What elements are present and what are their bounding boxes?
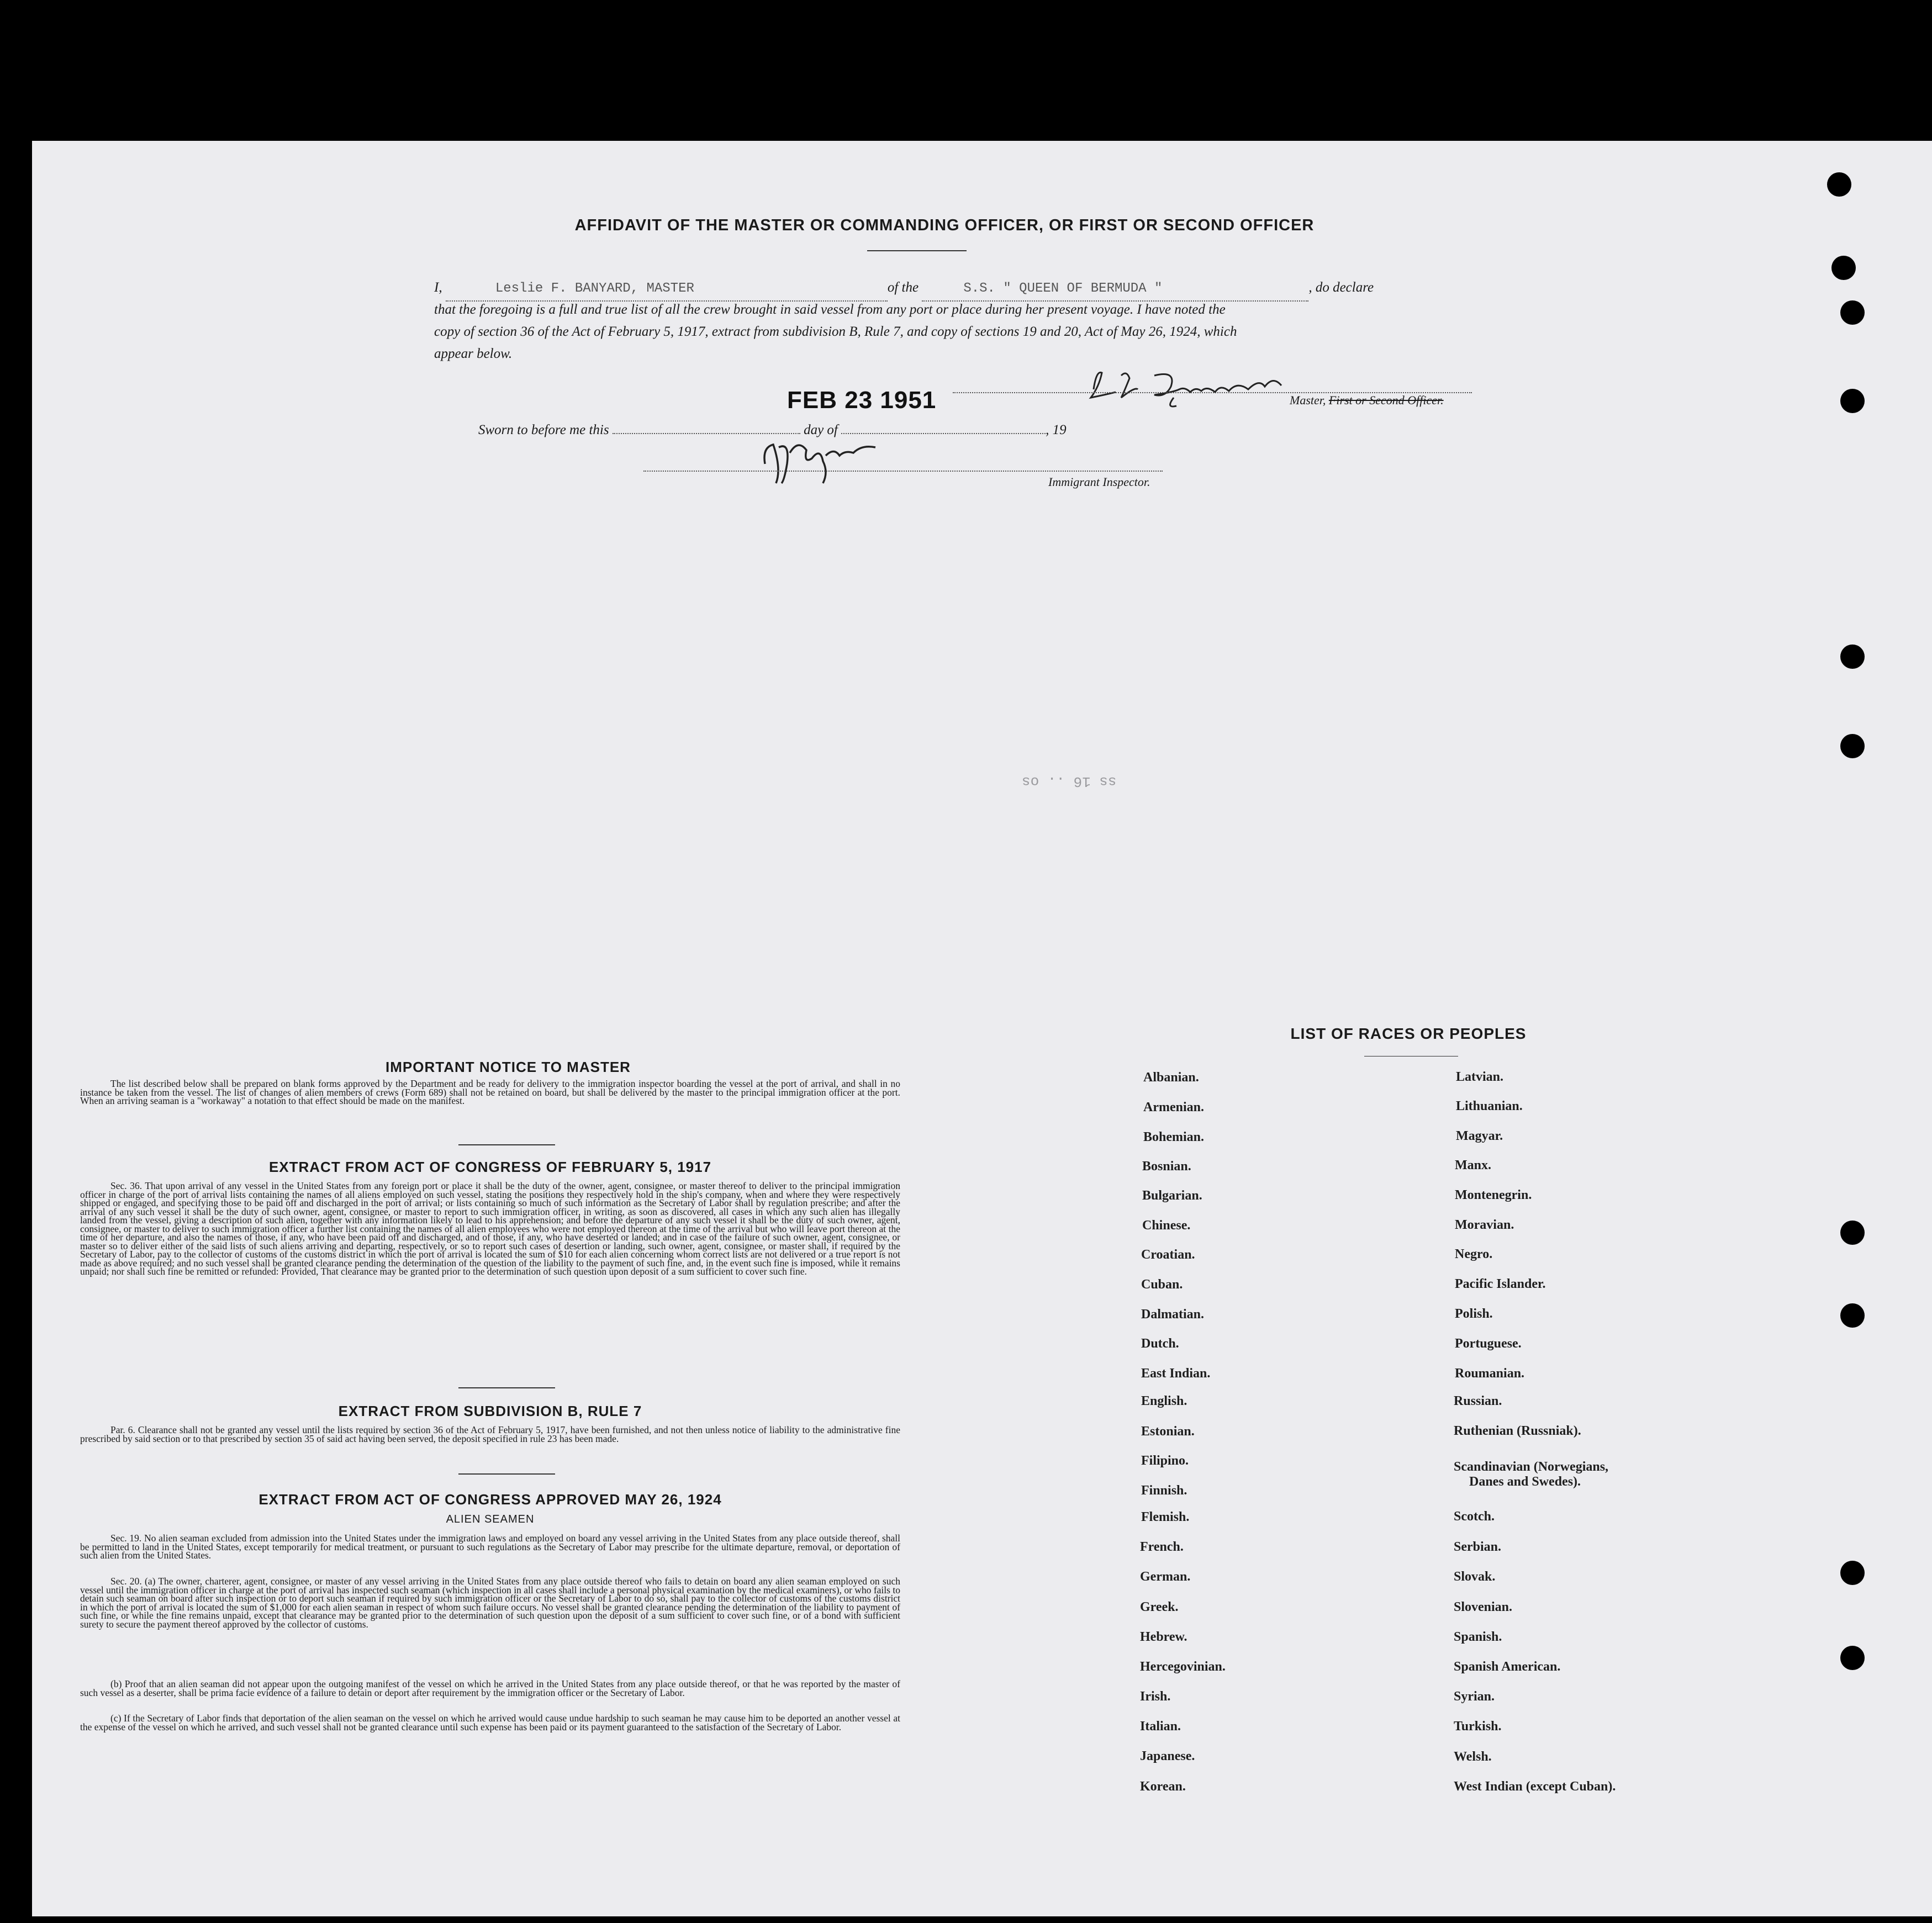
extract-1924-sec20c: (c) If the Secretary of Labor finds that deportation of the alien seaman on the vessel on which he arrived would cause undue hardship to such seaman he may cause him to be deported an another vessel at the expense of the vessel on which he arrived, and such vessel shall not be granted clearance until such expense has been paid or its payment guaranteed to the satisfaction of the Secretary of Labor. <box>80 1713 900 1732</box>
binder-hole <box>1840 1646 1865 1670</box>
extract-1924-sec19: Sec. 19. No alien seaman excluded from admission into the United States under the immigration laws and employed on board any vessel arriving in the United States from any place outside thereof, shall be permitted to land in the United States, except temporarily for medical treatment, or pursuant to such regulations as the Secretary of Labor may prescribe for the ultimate departure, removal, or deportation of such alien from the United States. <box>80 1533 900 1561</box>
race-right-item: West Indian (except Cuban). <box>1454 1779 1616 1794</box>
race-right-item: Spanish. <box>1454 1630 1502 1644</box>
race-right-item: Polish. <box>1455 1307 1493 1321</box>
declaration-line-4: appear below. <box>434 346 513 361</box>
race-right-item: Negro. <box>1455 1247 1493 1261</box>
notice-title: IMPORTANT NOTICE TO MASTER <box>386 1059 631 1075</box>
inspector-signature-line <box>643 471 1163 472</box>
race-left-item: Italian. <box>1140 1719 1181 1734</box>
race-left-item: Hercegovinian. <box>1140 1660 1226 1674</box>
race-left-item: Cuban. <box>1141 1277 1183 1292</box>
binder-hole <box>1827 172 1851 197</box>
rule7-divider <box>458 1473 555 1475</box>
declaration-line-2: that the foregoing is a full and true list of all the crew brought in said vessel from any port or place during her present voyage. I have noted the <box>434 302 1226 317</box>
binder-hole <box>1840 389 1865 413</box>
signature-caption-master: Master, <box>1290 393 1329 407</box>
race-right-item: Roumanian. <box>1455 1366 1525 1381</box>
sworn-label: Sworn to before me this <box>478 422 609 437</box>
race-right-item: Syrian. <box>1454 1689 1495 1704</box>
race-left-item: Flemish. <box>1141 1510 1190 1524</box>
race-left-item: Korean. <box>1140 1779 1186 1794</box>
race-left-item: Dutch. <box>1141 1336 1179 1351</box>
race-right-item: Danes and Swedes). <box>1469 1475 1581 1489</box>
race-left-item: Bosnian. <box>1142 1159 1191 1174</box>
race-left-item: Irish. <box>1140 1689 1171 1704</box>
title-divider <box>867 250 967 251</box>
race-left-item: German. <box>1140 1570 1191 1584</box>
master-name: Leslie F. BANYARD, MASTER <box>495 281 694 296</box>
race-left-item: Albanian. <box>1143 1070 1199 1085</box>
race-left-item: Japanese. <box>1140 1749 1195 1763</box>
race-right-item: Serbian. <box>1454 1540 1502 1554</box>
inspector-caption: Immigrant Inspector. <box>1048 475 1150 489</box>
race-left-item: Croatian. <box>1141 1248 1195 1262</box>
year-prefix: , 19 <box>1046 422 1067 437</box>
notice-body: The list described below shall be prepared on blank forms approved by the Department and be ready for delivery to the immigration inspector boarding the vessel at the port of arrival, and shall in no instance be taken from the vessel. The list of changes of alien members of crews (Form 689) shall not be retained on board, but shall be delivered by the master to the principal immigration officer at the port. When an arriving seaman is a "workaway" a notation to that effect should be made on the manifest. <box>80 1078 900 1106</box>
binder-hole <box>1840 1561 1865 1585</box>
affidavit-title: AFFIDAVIT OF THE MASTER OR COMMANDING OFFICER, OR FIRST OR SECOND OFFICER <box>574 216 1315 234</box>
faint-center-mark: ss 16 .. os <box>1022 773 1117 790</box>
race-right-item: Moravian. <box>1455 1218 1514 1232</box>
extract-1917-body: Sec. 36. That upon arrival of any vessel in the United States from any foreign port or place it shall be the duty of the owner, agent, consignee, or master thereof to deliver to the principal immigration officer in charge of the port of arrival lists containing the names of all aliens employed on such vessel, stating the positions they respectively hold in the ship's company, when and where they were respectively shipped or engaged, and specifying those to be paid off and discharged in the port of arrival; or lists containing so much of such information as the Secretary of Labor shall by regulation prescribe; and after the arrival of any such vessel it shall be the duty of such owner, agent, consignee, or master to report to such immigration officer, in writing, as soon as discovered, all cases in which any such alien has illegally landed from the vessel, giving a description of such alien, together with any information likely to lead to his apprehension; and before the departure of any such vessel it shall be the duty of such owner, agent, consignee, or master to deliver to such immigration officer a further list containing the names of all alien employees who were not employed thereon at the time of the arrival but who will leave port thereon at the time of her departure, and also the names of those, if any, who have been paid off and discharged, and of those, if any, who have deserted or landed; and in case of the failure of such owner, agent, consignee, or master so to deliver either of the said lists of such aliens arriving and departing, respectively, or so to report such cases of desertion or landing, such owner, agent, consignee, or master shall, if required by the Secretary of Labor, pay to the collector of customs of the customs district in which the port of arrival is located the sum of $10 for each alien concerning whom correct lists are not delivered or a true report is not made as above required; and no such vessel shall be granted clearance pending the determination of the question of the liability to the payment of such fine, and, in the event such fine is imposed, while it remains unpaid; nor shall such fine be remitted or refunded: Provided, That clearance may be granted prior to the determination of such question upon deposit of a sum sufficient to cover such fine. <box>80 1180 900 1277</box>
race-right-item: Ruthenian (Russniak). <box>1454 1424 1581 1438</box>
extract-1917-divider <box>458 1387 555 1388</box>
race-left-item: Dalmatian. <box>1141 1307 1204 1322</box>
race-left-item: Armenian. <box>1143 1100 1204 1114</box>
race-left-item: Hebrew. <box>1140 1630 1187 1644</box>
document-page <box>32 141 1932 1916</box>
rule7-title: EXTRACT FROM SUBDIVISION B, RULE 7 <box>338 1403 642 1419</box>
signature-caption-officer: First or Second Officer. <box>1328 393 1444 407</box>
race-right-item: Portuguese. <box>1455 1336 1522 1351</box>
declaration-intro: I, <box>434 280 442 295</box>
race-right-item: Slovak. <box>1454 1570 1496 1584</box>
binder-hole <box>1840 1221 1865 1245</box>
race-left-item: English. <box>1141 1394 1187 1408</box>
race-right-item: Spanish American. <box>1454 1660 1561 1674</box>
extract-1917-title: EXTRACT FROM ACT OF CONGRESS OF FEBRUARY 5, 1917 <box>268 1159 712 1175</box>
binder-hole <box>1840 1303 1865 1328</box>
race-right-item: Scandinavian (Norwegians, <box>1454 1460 1609 1474</box>
race-right-item: Russian. <box>1454 1394 1502 1408</box>
race-right-item: Pacific Islander. <box>1455 1277 1546 1291</box>
binder-hole <box>1840 644 1865 669</box>
extract-1924-title: EXTRACT FROM ACT OF CONGRESS APPROVED MAY 26, 1924 <box>258 1491 722 1508</box>
race-right-item: Montenegrin. <box>1455 1188 1532 1202</box>
race-left-item: Estonian. <box>1141 1424 1195 1439</box>
race-left-item: Greek. <box>1140 1600 1179 1614</box>
notice-divider <box>458 1144 555 1145</box>
date-stamp: FEB 23 1951 <box>787 387 937 414</box>
rule7-body: Par. 6. Clearance shall not be granted any vessel until the lists required by section 36 of the Act of February 5, 1917, have been furnished, and not then unless notice of liability to the administrative fine prescribed by said section or to that prescribed by section 35 of said act having been served, the deposit specified in rule 23 has been made. <box>80 1424 900 1444</box>
binder-hole <box>1831 256 1856 280</box>
do-declare-label: , do declare <box>1308 280 1374 295</box>
race-left-item: Filipino. <box>1141 1454 1189 1468</box>
extract-1924-sec20a: Sec. 20. (a) The owner, charterer, agent, consignee, or master of any vessel arriving in the United States from any place outside thereof who fails to detain on board any alien seaman employed on such vessel until the immigration officer in charge at the port of arrival has inspected such seaman (which inspection in all cases shall include a personal physical examination by the medical examiners), or who fails to detain such seaman on board after such inspection or to deport such seaman if required by such immigration officer or the Secretary of Labor to do so, shall pay to the collector of customs of the customs district in which the port of arrival is located the sum of $1,000 for each alien seaman in respect of whom such failure occurs. No vessel shall be granted clearance pending the determination of the liability to payment of such fine, or while the fine remains unpaid, except that clearance may be granted prior to the determination of such question upon the deposit of a sum sufficient to cover such fine, or of a bond with sufficient surety to secure the payment thereof approved by the collector of customs. <box>80 1576 900 1630</box>
races-title: LIST OF RACES OR PEOPLES <box>1290 1025 1527 1042</box>
race-right-item: Scotch. <box>1454 1509 1495 1524</box>
day-of-label: day of <box>804 422 838 437</box>
extract-1924-subtitle: ALIEN SEAMEN <box>446 1513 535 1525</box>
race-right-item: Turkish. <box>1454 1719 1502 1734</box>
race-right-item: Lithuanian. <box>1456 1099 1523 1113</box>
race-right-item: Welsh. <box>1454 1750 1492 1764</box>
race-left-item: French. <box>1140 1540 1184 1554</box>
master-signature-caption <box>1290 393 1444 408</box>
race-right-item: Magyar. <box>1456 1129 1503 1143</box>
binder-hole <box>1840 300 1865 325</box>
race-right-item: Slovenian. <box>1454 1600 1513 1614</box>
race-left-item: Finnish. <box>1141 1483 1187 1498</box>
declaration-line-3: copy of section 36 of the Act of February 5, 1917, extract from subdivision B, Rule 7, and copy of sections 19 and 20, Act of May 26, 1924, which <box>434 324 1237 339</box>
vessel-name: S.S. " QUEEN OF BERMUDA " <box>963 281 1163 296</box>
race-left-item: Chinese. <box>1142 1218 1191 1233</box>
inspector-signature <box>757 431 889 492</box>
of-the-label: of the <box>887 280 919 295</box>
race-right-item: Latvian. <box>1456 1070 1504 1084</box>
race-left-item: East Indian. <box>1141 1366 1211 1381</box>
race-right-item: Manx. <box>1455 1158 1491 1172</box>
race-left-item: Bulgarian. <box>1142 1188 1202 1203</box>
extract-1924-sec20b: (b) Proof that an alien seaman did not appear upon the outgoing manifest of the vessel on which he arrived in the United States from any place outside thereof, or that he was reported by the master of such vessel as a deserter, shall be prima facie evidence of a failure to detain or deport after requirement by the immigration officer or the Secretary of Labor. <box>80 1678 900 1698</box>
binder-hole <box>1840 734 1865 758</box>
race-left-item: Bohemian. <box>1143 1130 1205 1144</box>
